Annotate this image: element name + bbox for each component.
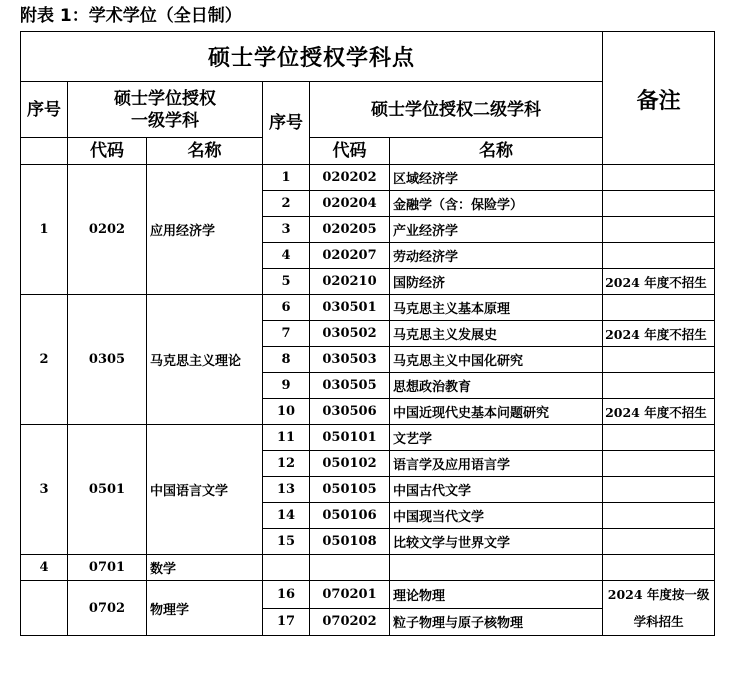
sub-seq: 17 <box>263 608 310 636</box>
sub-seq: 2 <box>263 191 310 217</box>
group-code: 0701 <box>68 555 147 581</box>
sub-seq: 12 <box>263 451 310 477</box>
sub-name: 产业经济学 <box>390 217 603 243</box>
sub-note: 2024 年度不招生 <box>603 399 715 425</box>
name2-header: 名称 <box>390 138 603 165</box>
sub-code: 020204 <box>310 191 390 217</box>
sub-code: 030503 <box>310 347 390 373</box>
sub-note <box>603 243 715 269</box>
sub-seq <box>263 555 310 581</box>
sub-note: 2024 年度不招生 <box>603 321 715 347</box>
sub-seq: 5 <box>263 269 310 295</box>
sub-note: 2024 年度按一级学科招生 <box>603 581 715 636</box>
sub-seq: 11 <box>263 425 310 451</box>
sub-code: 020210 <box>310 269 390 295</box>
table-row <box>21 581 715 609</box>
sub-note: 2024 年度不招生 <box>603 269 715 295</box>
code-header: 代码 <box>68 138 147 165</box>
sub-seq: 9 <box>263 373 310 399</box>
sub-note <box>603 555 715 581</box>
sub-code: 050101 <box>310 425 390 451</box>
sub-name: 语言学及应用语言学 <box>390 451 603 477</box>
sub-code: 050108 <box>310 529 390 555</box>
sub-name: 思想政治教育 <box>390 373 603 399</box>
second-level-header: 硕士学位授权二级学科 <box>310 82 603 138</box>
sub-code: 050105 <box>310 477 390 503</box>
sub-seq: 3 <box>263 217 310 243</box>
group-name: 物理学 <box>147 581 263 636</box>
sub-name: 中国近现代史基本问题研究 <box>390 399 603 425</box>
table-row <box>21 165 715 191</box>
sub-name: 马克思主义基本原理 <box>390 295 603 321</box>
sub-name: 马克思主义发展史 <box>390 321 603 347</box>
sub-code: 030501 <box>310 295 390 321</box>
sub-seq: 16 <box>263 581 310 609</box>
sub-code: 020207 <box>310 243 390 269</box>
sub-seq: 6 <box>263 295 310 321</box>
seq-header-empty <box>21 138 68 165</box>
sub-name: 粒子物理与原子核物理 <box>390 608 603 636</box>
sub-note <box>603 451 715 477</box>
sub-note <box>603 295 715 321</box>
sub-note <box>603 217 715 243</box>
group-name: 中国语言文学 <box>147 425 263 555</box>
sub-code: 030502 <box>310 321 390 347</box>
sub-note <box>603 503 715 529</box>
sub-name: 劳动经济学 <box>390 243 603 269</box>
sub-name: 区域经济学 <box>390 165 603 191</box>
sub-code: 020202 <box>310 165 390 191</box>
sub-seq: 15 <box>263 529 310 555</box>
group-code: 0702 <box>68 581 147 636</box>
seq2-header: 序号 <box>263 82 310 165</box>
table-row <box>21 425 715 451</box>
sub-seq: 8 <box>263 347 310 373</box>
group-seq: 3 <box>21 425 68 555</box>
sub-code: 030506 <box>310 399 390 425</box>
group-code: 0305 <box>68 295 147 425</box>
sub-code: 070202 <box>310 608 390 636</box>
sub-code: 050106 <box>310 503 390 529</box>
seq-header: 序号 <box>21 82 68 138</box>
sub-seq: 4 <box>263 243 310 269</box>
sub-name: 金融学（含：保险学） <box>390 191 603 217</box>
name-header: 名称 <box>147 138 263 165</box>
sub-note <box>603 191 715 217</box>
sub-name: 中国现当代文学 <box>390 503 603 529</box>
group-code: 0501 <box>68 425 147 555</box>
table-row <box>21 295 715 321</box>
group-name: 应用经济学 <box>147 165 263 295</box>
group-name: 马克思主义理论 <box>147 295 263 425</box>
group-seq: 4 <box>21 555 68 581</box>
main-title: 硕士学位授权学科点 <box>21 32 603 82</box>
group-seq <box>21 581 68 636</box>
sub-note <box>603 529 715 555</box>
group-name: 数学 <box>147 555 263 581</box>
group-code: 0202 <box>68 165 147 295</box>
sub-note <box>603 373 715 399</box>
group-seq: 1 <box>21 165 68 295</box>
sub-note <box>603 477 715 503</box>
sub-name <box>390 555 603 581</box>
sub-code: 030505 <box>310 373 390 399</box>
note-header: 备注 <box>603 32 715 165</box>
first-level-header-line2: 一级学科 <box>131 110 199 131</box>
first-level-header <box>68 82 263 138</box>
table-row <box>21 555 715 581</box>
sub-seq: 14 <box>263 503 310 529</box>
sub-name: 理论物理 <box>390 581 603 609</box>
code2-header: 代码 <box>310 138 390 165</box>
group-seq: 2 <box>21 295 68 425</box>
sub-note <box>603 165 715 191</box>
sub-note <box>603 425 715 451</box>
first-level-header-line1: 硕士学位授权 <box>114 88 216 109</box>
degree-table <box>20 31 715 636</box>
sub-seq: 13 <box>263 477 310 503</box>
sub-code: 020205 <box>310 217 390 243</box>
sub-name: 国防经济 <box>390 269 603 295</box>
sub-note <box>603 347 715 373</box>
sub-code <box>310 555 390 581</box>
sub-name: 中国古代文学 <box>390 477 603 503</box>
sub-seq: 1 <box>263 165 310 191</box>
sub-name: 马克思主义中国化研究 <box>390 347 603 373</box>
document-title: 附表 1：学术学位（全日制） <box>20 6 242 26</box>
sub-name: 比较文学与世界文学 <box>390 529 603 555</box>
sub-code: 050102 <box>310 451 390 477</box>
sub-code: 070201 <box>310 581 390 609</box>
sub-seq: 7 <box>263 321 310 347</box>
sub-name: 文艺学 <box>390 425 603 451</box>
sub-seq: 10 <box>263 399 310 425</box>
